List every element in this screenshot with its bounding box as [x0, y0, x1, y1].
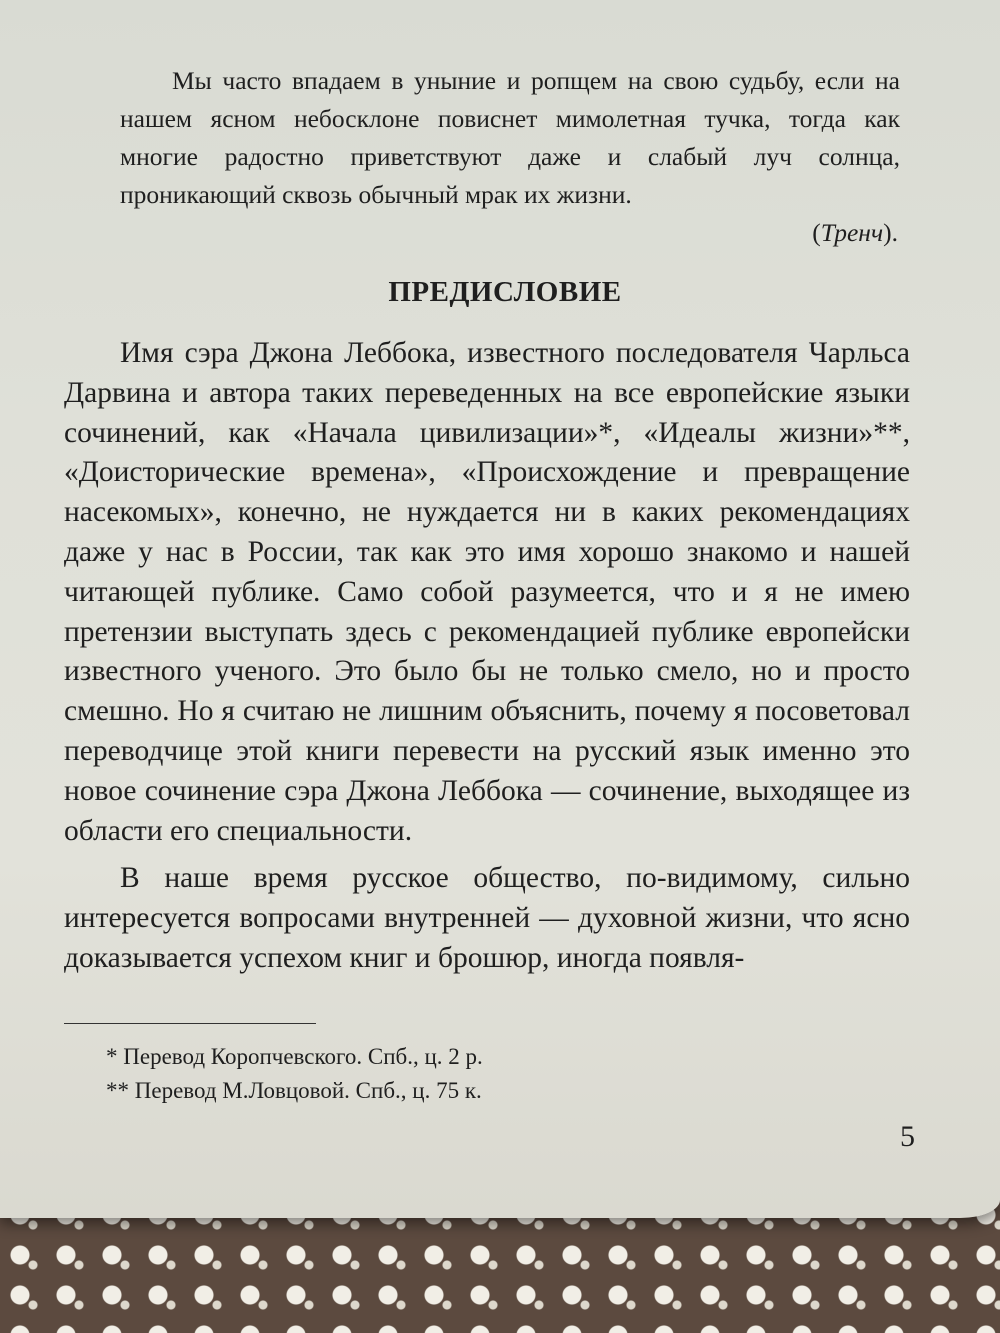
- attribution-open-paren: (: [812, 218, 821, 247]
- footnotes: [106, 1040, 483, 1108]
- footnote-1: * Перевод Коропчевского. Спб., ц. 2 р.: [106, 1044, 483, 1069]
- epigraph-text: Мы часто впадаем в уныние и ропщем на свою судьбу, если на нашем ясном небосклоне повиснет мимолетная тучка, тогда как многие радостно приветствуют даже и слабый луч солнца, проникающий сквозь обычный мрак их жизни.: [120, 66, 900, 209]
- page-number: 5: [900, 1120, 915, 1153]
- body-text: [64, 334, 910, 987]
- footnote-separator: [64, 1023, 316, 1024]
- paragraph-2: В наше время русское общество, по-видимому, сильно интересуется вопросами внутренней — духовной жизни, что ясно доказывается успехом книг и брошюр, иногда появля-: [64, 862, 910, 974]
- epigraph-attribution: [120, 214, 900, 252]
- paragraph-1: Имя сэра Джона Леббока, известного последователя Чарльса Дарвина и автора таких переведенных на все европейские языки сочинений, как «Начала цивилизации»*, «Идеалы жизни»**, «Доисторические времена», «Происхождение и превращение насекомых», конечно, не нуждается ни в каких рекомендациях даже у нас в России, так как это имя хорошо знакомо и нашей читающей публике. Само собой разумеется, что и я не имею претензии выступать здесь с рекомендацией публике европейски известного ученого. Это было бы не только смело, но и просто смешно. Но я считаю не лишним объяснить, почему я посоветовал переводчице этой книги перевести на русский язык именно это новое сочинение сэра Джона Леббока — сочинение, выходящее из области его специальности.: [64, 337, 910, 847]
- chapter-heading: ПРЕДИСЛОВИЕ: [388, 276, 622, 308]
- footnote-2: ** Перевод М.Ловцовой. Спб., ц. 75 к.: [106, 1078, 482, 1103]
- attribution-close-paren: ).: [883, 218, 898, 247]
- epigraph-author: Тренч: [820, 218, 884, 247]
- epigraph: [120, 62, 900, 252]
